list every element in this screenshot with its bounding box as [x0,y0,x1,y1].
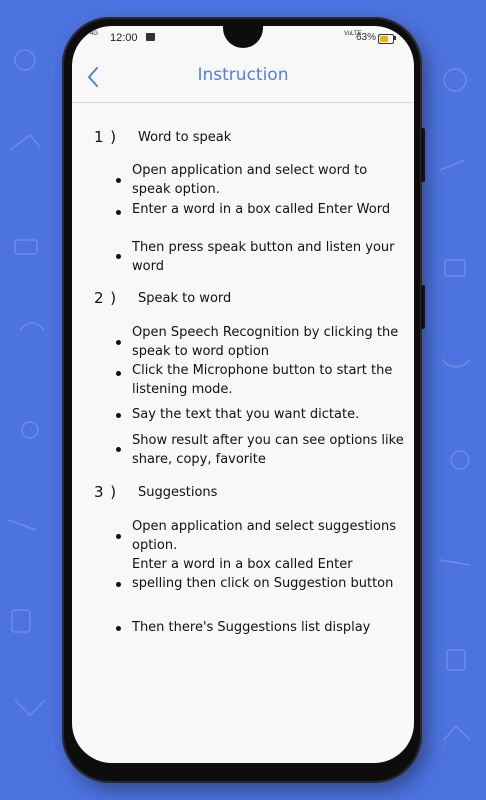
list-item-text: Open application and select suggestions option. [132,519,397,553]
message-icon [146,33,155,41]
battery-percent: 63% [356,32,377,43]
list-item-text: Then press speak button and listen your word [132,240,395,274]
battery-tip [394,36,396,40]
bullet-icon [116,340,121,345]
list-item [132,517,407,555]
section-header [94,128,231,146]
section-number: 3 ) [94,483,118,501]
bullet-icon [116,534,121,539]
list-item [132,555,407,593]
list-item-text: Open Speech Recognition by clicking the speak to word option [132,325,399,359]
list-item-text: Then there's Suggestions list display [132,620,371,635]
section-title: Speak to word [138,290,232,306]
app-bar [72,52,414,103]
battery-level [380,36,388,42]
list-item [132,405,407,424]
list-item [132,323,407,361]
bullet-icon [116,626,121,631]
bullet-icon [116,210,121,215]
power-button [421,128,425,182]
battery-icon [378,34,394,44]
list-item-text: Enter a word in a box called Enter Word [132,202,391,217]
list-item-text: Show result after you can see options like share, copy, favorite [132,433,404,467]
bullet-icon [116,413,121,418]
network-indicator: 4G [90,31,99,37]
section-title: Suggestions [138,484,218,500]
bullet-icon [116,447,121,452]
list-item-text: Open application and select word to speak option. [132,163,368,197]
list-item-text: Click the Microphone button to start the listening mode. [132,363,393,397]
volume-button [421,285,425,329]
volte-indicator: VoLTE [344,31,362,37]
section-number: 1 ) [94,128,118,146]
list-item-text: Say the text that you want dictate. [132,407,360,422]
list-item [132,361,407,399]
list-item [132,161,407,199]
bullet-icon [116,178,121,183]
bullet-icon [116,582,121,587]
list-item [132,200,407,219]
section-header [94,289,231,307]
phone-screen [72,26,414,763]
list-item-text: Enter a word in a box called Enter spelling then click on Suggestion button [132,557,394,591]
list-item [132,431,407,469]
section-title: Word to speak [138,129,232,145]
status-time: 12:00 [110,32,138,44]
bullet-icon [116,254,121,259]
bullet-icon [116,371,121,376]
list-item [132,618,407,637]
list-item [132,238,407,276]
section-number: 2 ) [94,289,118,307]
page-title: Instruction [197,65,289,85]
section-header [94,483,217,501]
